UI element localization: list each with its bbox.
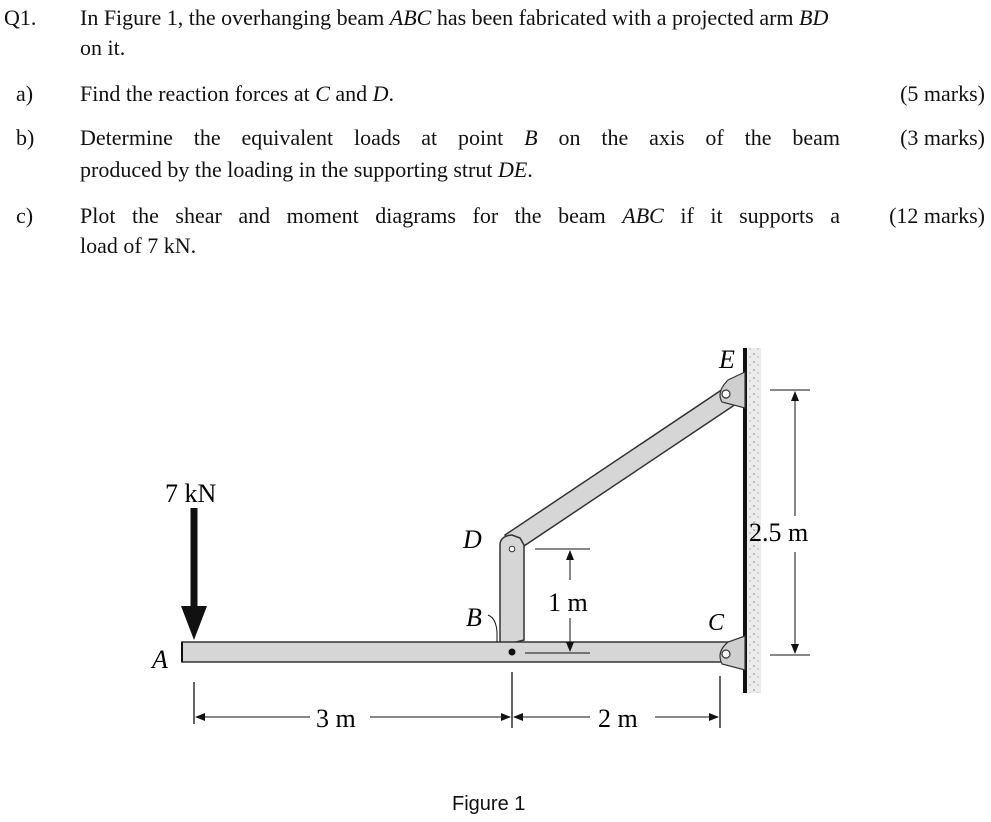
dim-bc-arrow-left [513, 713, 523, 721]
part-a-marks: (5 marks) [900, 81, 985, 106]
label-b: B [466, 603, 482, 632]
pin-d [509, 546, 515, 552]
load-arrow-head [181, 606, 207, 640]
strut-de [505, 383, 742, 552]
dim-ab-arrow-right [501, 713, 511, 721]
dim-ab-label: 3 m [316, 704, 356, 733]
leader-b [488, 615, 497, 642]
part-a-text-3: . [388, 81, 395, 106]
part-b-marks: (3 marks) [900, 125, 985, 150]
part-c-line-2: load of 7 kN. [80, 233, 197, 258]
part-c-marks: (12 marks) [889, 203, 985, 228]
part-a-text-1: Find the reaction forces at [80, 81, 316, 106]
pin-e [722, 390, 730, 398]
dim-ce-arrow-top [791, 391, 799, 401]
part-b-text-1: Determine the equivalent loads at point [80, 125, 525, 150]
part-a-point-c: C [315, 81, 330, 106]
part-b-label: b) [16, 125, 35, 150]
beam-abc [182, 642, 738, 662]
label-d: D [463, 525, 482, 554]
dim-ce-arrow-bottom [791, 644, 799, 654]
part-b-text-3: produced by the loading in the supporting strut [80, 157, 498, 182]
dim-bc-arrow-right [709, 713, 719, 721]
intro-text-1: In Figure 1, the overhanging beam [80, 5, 390, 30]
dim-ab-arrow-left [195, 713, 205, 721]
dim-bd-label: 1 m [548, 588, 588, 617]
intro-arm-bd: BD [799, 5, 829, 30]
part-c-text-1: Plot the shear and moment diagrams for the beam [80, 203, 623, 228]
dim-bd-arrow-top [566, 550, 574, 560]
dim-ce-label: 2.5 m [749, 518, 809, 547]
dim-bc-label: 2 m [598, 704, 638, 733]
intro-beam-abc: ABC [389, 5, 432, 30]
intro-text-2: has been fabricated with a projected arm [431, 5, 800, 30]
part-b-point-b: B [524, 125, 538, 150]
label-c: C [708, 610, 725, 636]
point-b-marker [509, 649, 516, 656]
pin-c [722, 650, 730, 658]
part-a-label: a) [16, 81, 34, 106]
question-number: Q1. [4, 5, 37, 30]
part-b-strut-de: DE [497, 157, 528, 182]
part-b-text-2: on the axis of the beam [537, 125, 840, 150]
intro-text-3: on it. [80, 35, 126, 60]
figure-caption: Figure 1 [452, 793, 526, 815]
part-b-text-4: . [527, 157, 533, 182]
label-e: E [719, 345, 735, 374]
label-a: A [152, 645, 168, 674]
part-c-label: c) [16, 203, 34, 228]
part-c-text-2: if it supports a [663, 203, 840, 228]
part-a-point-d: D [372, 81, 389, 106]
load-label: 7 kN [165, 479, 217, 508]
part-c-beam-abc: ABC [622, 203, 664, 228]
part-a-text-2: and [329, 81, 373, 106]
